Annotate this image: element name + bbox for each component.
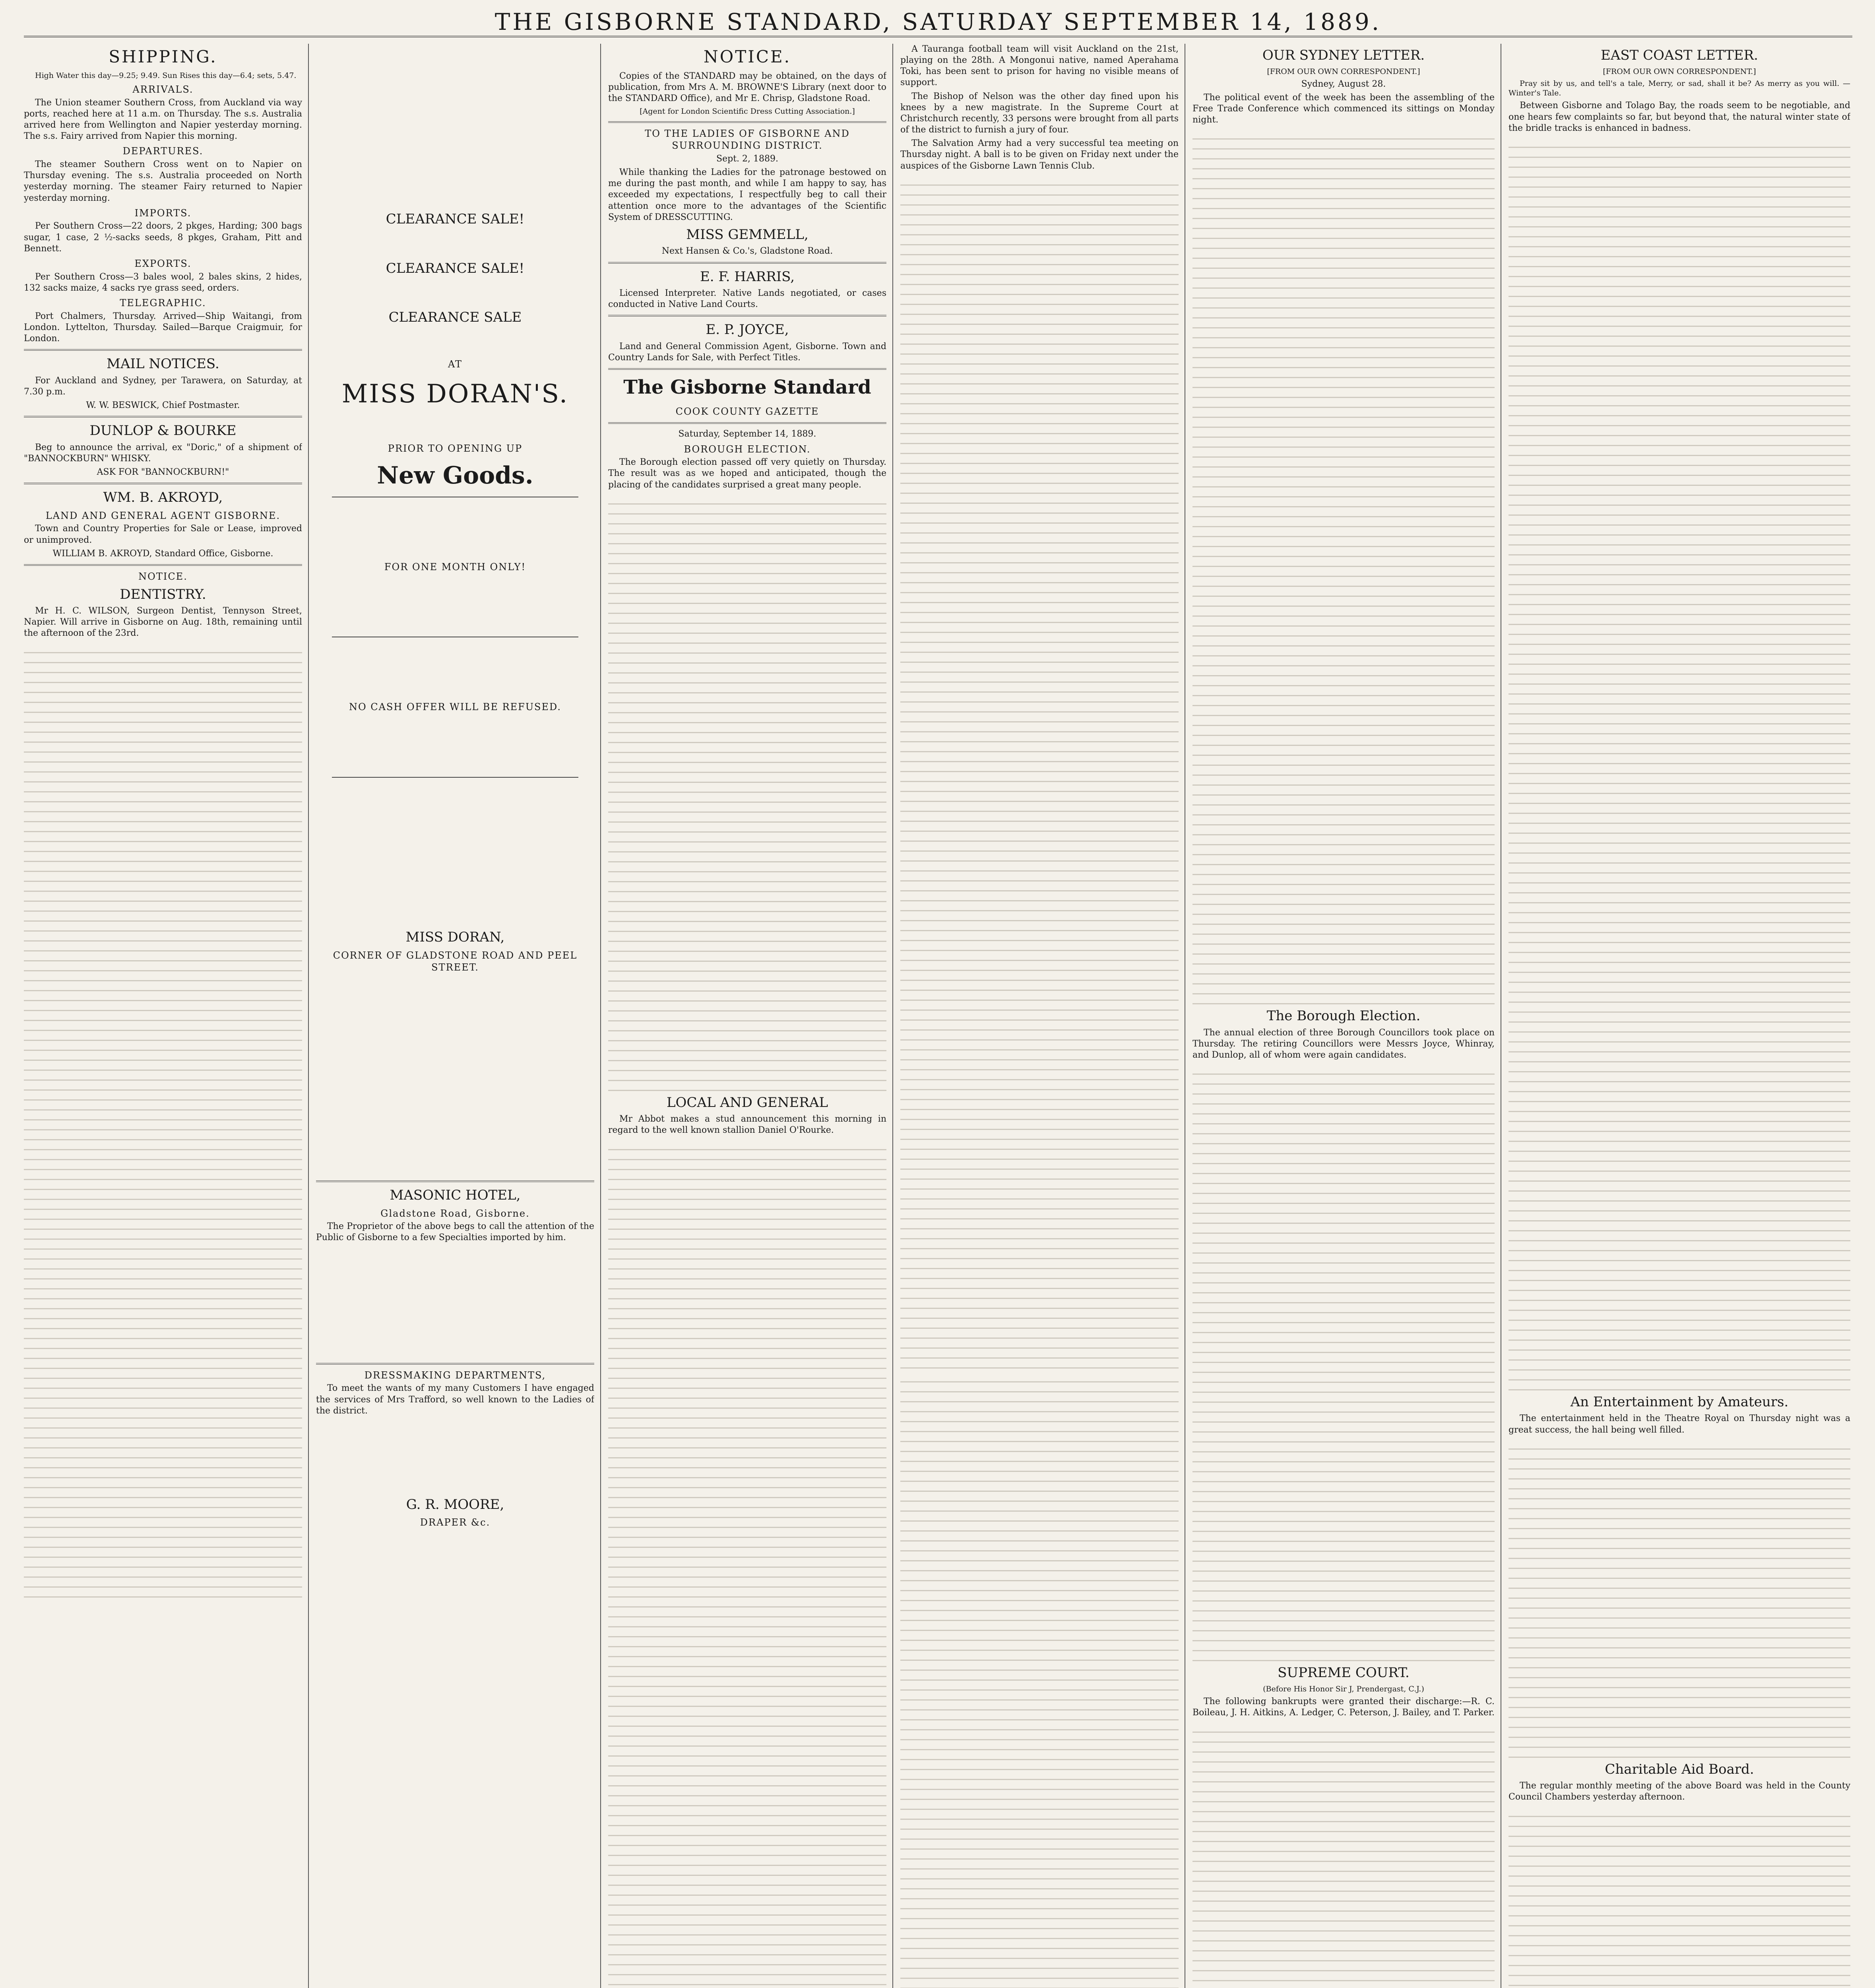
masonic-heading: MASONIC HOTEL, bbox=[390, 1187, 521, 1204]
dentistry-text: Mr H. C. WILSON, Surgeon Dentist, Tennyson Street, Napier. Will arrive in Gisborne on Aug. 18th, remaining until the afternoon of the 23rd. bbox=[24, 606, 302, 639]
text-body-placeholder bbox=[900, 176, 1179, 1369]
dunlop-ask: ASK FOR "BANNOCKBURN!" bbox=[97, 467, 229, 477]
draper: DRAPER &c. bbox=[420, 1517, 491, 1528]
akroyd-signature: WILLIAM B. AKROYD, Standard Office, Gisborne. bbox=[52, 548, 273, 559]
text-body-placeholder bbox=[608, 495, 886, 1091]
text-body-placeholder bbox=[1509, 138, 1850, 1390]
shipping-heading: SHIPPING. bbox=[109, 47, 217, 66]
borough-election-heading: The Borough Election. bbox=[1266, 1008, 1421, 1024]
sydney-date: Sydney, August 28. bbox=[1301, 79, 1386, 89]
imports-text: Per Southern Cross—22 doors, 2 pkges, Harding; 300 bags sugar, 1 case, 2 ½-sacks seeds, 8 pkges, Graham, Pitt and Bennett. bbox=[24, 221, 302, 254]
harris-heading: E. F. HARRIS, bbox=[700, 268, 795, 285]
gemmell-address: Next Hansen & Co.'s, Gladstone Road. bbox=[661, 246, 833, 256]
masonic-subheading: Gladstone Road, Gisborne. bbox=[380, 1208, 530, 1219]
masthead: THE GISBORNE STANDARD, SATURDAY SEPTEMBER 14, 1889. bbox=[24, 8, 1852, 37]
column-rule bbox=[600, 44, 601, 1988]
exports-text: Per Southern Cross—3 bales wool, 2 bales skins, 2 hides, 132 sacks maize, 4 sacks rye grass seed, orders. bbox=[24, 272, 302, 293]
akroyd-text: Town and Country Properties for Sale or Lease, improved or unimproved. bbox=[24, 524, 302, 545]
local-text: Mr Abbot makes a stud announcement this morning in regard to the well known stallion Daniel O'Rourke. bbox=[608, 1114, 886, 1136]
telegraphic-heading: TELEGRAPHIC. bbox=[120, 297, 206, 309]
local-heading: LOCAL AND GENERAL bbox=[666, 1094, 828, 1110]
sydney-text: The political event of the week has been the assembling of the Free Trade Conference which commenced its sittings on Monday night. bbox=[1192, 92, 1495, 125]
charitable-text: The regular monthly meeting of the above Board was held in the County Council Chambers yesterday afternoon. bbox=[1509, 1781, 1850, 1802]
akroyd-heading: WM. B. AKROYD, bbox=[103, 489, 223, 506]
court-subheading: (Before His Honor Sir J, Prendergast, C.J.) bbox=[1263, 1684, 1424, 1693]
column-1 bbox=[24, 44, 302, 1988]
new-goods: New Goods. bbox=[377, 461, 533, 489]
telegraphic-text: Port Chalmers, Thursday. Arrived—Ship Waitangi, from London. Lyttelton, Thursday. Sailed—Barque Craigmuir, for London. bbox=[24, 311, 302, 344]
news-text-3: The Salvation Army had a very successful tea meeting on Thursday night. A ball is to be given on Friday next under the auspices of the Gisborne Lawn Tennis Club. bbox=[900, 138, 1179, 171]
clearance-line-2: CLEARANCE SALE! bbox=[386, 260, 525, 276]
exports-heading: EXPORTS. bbox=[134, 258, 192, 269]
imports-heading: IMPORTS. bbox=[134, 207, 192, 219]
column-rule bbox=[892, 44, 893, 1988]
text-body-placeholder bbox=[900, 1373, 1179, 1988]
mail-signature: W. W. BESWICK, Chief Postmaster. bbox=[86, 400, 240, 410]
news-text-1: A Tauranga football team will visit Auckland on the 21st, playing on the 28th. A Mongonui native, named Aperahama Toki, has been sent to prison for having no visible means of support. bbox=[900, 44, 1179, 88]
agent-line: [Agent for London Scientific Dress Cutting Association.] bbox=[640, 107, 855, 116]
sydney-heading: OUR SYDNEY LETTER. bbox=[1262, 47, 1425, 63]
joyce-heading: E. P. JOYCE, bbox=[706, 322, 789, 338]
column-4 bbox=[900, 44, 1179, 1988]
doran-address: CORNER OF GLADSTONE ROAD AND PEEL STREET. bbox=[333, 949, 578, 973]
mail-heading: MAIL NOTICES. bbox=[107, 356, 219, 372]
column-6 bbox=[1509, 44, 1850, 1988]
tides: High Water this day—9.25; 9.49. Sun Rises this day—6.4; sets, 5.47. bbox=[35, 71, 297, 80]
east-subheading: [FROM OUR OWN CORRESPONDENT.] bbox=[1603, 67, 1756, 76]
east-heading: EAST COAST LETTER. bbox=[1601, 47, 1758, 63]
gemmell-name: MISS GEMMELL, bbox=[686, 226, 809, 243]
paper-date: Saturday, September 14, 1889. bbox=[678, 429, 816, 439]
east-text: Between Gisborne and Tolago Bay, the roads seem to be negotiable, and one hears few complaints so far, but beyond that, the natural winter state of the bridle tracks is enhanced in badness. bbox=[1509, 101, 1850, 133]
notice-heading: NOTICE. bbox=[704, 47, 791, 66]
charitable-heading: Charitable Aid Board. bbox=[1605, 1761, 1754, 1777]
clearance-line-3: CLEARANCE SALE bbox=[388, 309, 522, 326]
court-text: The following bankrupts were granted their discharge:—R. C. Boileau, J. H. Aitkins, A. Ledger, C. Peterson, J. Bailey, and T. Parker. bbox=[1192, 1697, 1495, 1718]
text-body-placeholder bbox=[1509, 1440, 1850, 1758]
borough-heading: BOROUGH ELECTION. bbox=[684, 443, 811, 455]
entertainment-text: The entertainment held in the Theatre Royal on Thursday night was a great success, the hall being well filled. bbox=[1509, 1413, 1850, 1435]
clearance-at: AT bbox=[448, 358, 463, 370]
text-body-placeholder bbox=[1509, 1807, 1850, 1988]
paper-title: The Gisborne Standard bbox=[623, 376, 871, 399]
dunlop-heading: DUNLOP & BOURKE bbox=[89, 423, 237, 439]
news-text-2: The Bishop of Nelson was the other day fined upon his knees by a new magistrate. In the Supreme Court at Christchurch recently, 33 persons were brought from all parts of the district to furnish a jury of four. bbox=[900, 91, 1179, 135]
departures-heading: DEPARTURES. bbox=[122, 146, 204, 157]
east-quote: Pray sit by us, and tell's a tale, Merry, or sad, shall it be? As merry as you will. —Winter's Tale. bbox=[1509, 79, 1850, 98]
arrivals-text: The Union steamer Southern Cross, from Auckland via way ports, reached here at 11 a.m. on Thursday. The s.s. Australia arrived here from Wellington and Napier yesterday morning. The s.s. Fairy arrived from Napier this morning. bbox=[24, 97, 302, 142]
departures-text: The steamer Southern Cross went on to Napier on Thursday evening. The s.s. Australia proceeded on North yesterday morning. The steamer Fairy returned to Napier yesterday morning. bbox=[24, 159, 302, 203]
borough-text: The Borough election passed off very quietly on Thursday. The result was as we hoped and anticipated, though the placing of the candidates surprised a great many people. bbox=[608, 457, 886, 490]
entertainment-heading: An Entertainment by Amateurs. bbox=[1570, 1394, 1789, 1410]
notice-text: Copies of the STANDARD may be obtained, on the days of publication, from Mrs A. M. BROWNE'S Library (next door to the STANDARD Office), and Mr E. Chrisp, Gladstone Road. bbox=[608, 71, 886, 104]
akroyd-subheading: LAND AND GENERAL AGENT GISBORNE. bbox=[45, 510, 281, 521]
paper-subtitle: COOK COUNTY GAZETTE bbox=[675, 406, 819, 417]
masonic-text: The Proprietor of the above begs to call the attention of the Public of Gisborne to a few Specialties imported by him. bbox=[316, 1221, 594, 1243]
clearance-line-1: CLEARANCE SALE! bbox=[386, 211, 525, 227]
text-body-placeholder bbox=[1192, 1065, 1495, 1661]
ladies-heading: TO THE LADIES OF GISBORNE AND SURROUNDING DISTRICT. bbox=[645, 128, 850, 151]
borough-election-text: The annual election of three Borough Councillors took place on Thursday. The retiring Councillors were Messrs Joyce, Whinray, and Dunlop, all of whom were again candidates. bbox=[1192, 1027, 1495, 1060]
column-3 bbox=[608, 44, 886, 1988]
text-body-placeholder bbox=[24, 643, 302, 1598]
column-2 bbox=[316, 44, 594, 1988]
ladies-text: While thanking the Ladies for the patronage bestowed on me during the past month, and while I am happy to say, has exceeded my expectations, I respectfully beg to call their attention once more to the advantages of the Scientific System of DRESSCUTTING. bbox=[608, 167, 886, 222]
text-body-placeholder bbox=[608, 1140, 886, 1988]
harris-text: Licensed Interpreter. Native Lands negotiated, or cases conducted in Native Land Courts. bbox=[608, 288, 886, 310]
dunlop-text: Beg to announce the arrival, ex "Doric," of a shipment of "BANNOCKBURN" WHISKY. bbox=[24, 442, 302, 464]
one-month: FOR ONE MONTH ONLY! bbox=[384, 561, 526, 573]
no-cash: NO CASH OFFER WILL BE REFUSED. bbox=[349, 701, 562, 713]
joyce-text: Land and General Commission Agent, Gisborne. Town and Country Lands for Sale, with Perfect Titles. bbox=[608, 341, 886, 363]
store-name: MISS DORAN'S. bbox=[341, 379, 569, 409]
moore-name: G. R. MOORE, bbox=[406, 1496, 504, 1512]
notice-heading: NOTICE. bbox=[138, 571, 188, 582]
column-rule bbox=[308, 44, 309, 1988]
doran-name: MISS DORAN, bbox=[405, 929, 505, 945]
sydney-subheading: [FROM OUR OWN CORRESPONDENT.] bbox=[1267, 67, 1420, 76]
prior-line: PRIOR TO OPENING UP bbox=[388, 443, 523, 454]
dressmaking-text: To meet the wants of my many Customers I have engaged the services of Mrs Trafford, so well known to the Ladies of the district. bbox=[316, 1383, 594, 1416]
text-body-placeholder bbox=[1192, 1723, 1495, 1988]
dressmaking-heading: DRESSMAKING DEPARTMENTS, bbox=[364, 1369, 546, 1381]
dentistry-heading: DENTISTRY. bbox=[120, 586, 206, 602]
text-body-placeholder bbox=[1192, 130, 1495, 1004]
column-5 bbox=[1192, 44, 1495, 1988]
arrivals-heading: ARRIVALS. bbox=[132, 84, 194, 95]
court-heading: SUPREME COURT. bbox=[1278, 1665, 1410, 1681]
ladies-date: Sept. 2, 1889. bbox=[716, 153, 778, 164]
mail-text: For Auckland and Sydney, per Tarawera, on Saturday, at 7.30 p.m. bbox=[24, 375, 302, 397]
